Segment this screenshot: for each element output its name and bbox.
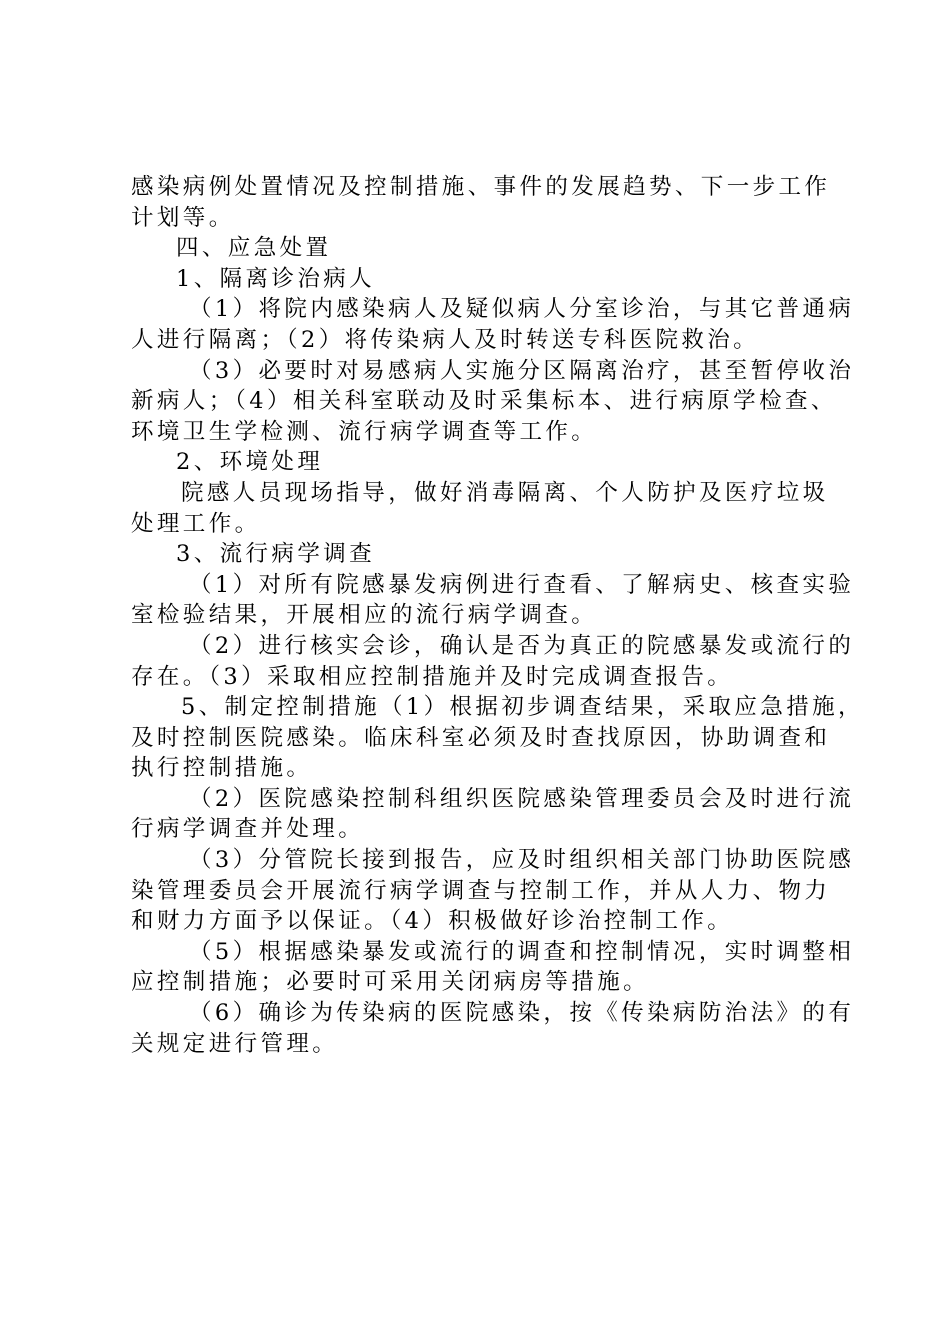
text-line: 存在。（3）采取相应控制措施并及时完成调查报告。 <box>131 663 734 690</box>
text-line: 新病人；（4）相关科室联动及时采集标本、进行病原学检查、 <box>131 388 837 415</box>
text-line: 室检验结果，开展相应的流行病学调查。 <box>131 602 598 629</box>
text-line: 人进行隔离；（2）将传染病人及时转送专科医院救治。 <box>131 326 760 353</box>
text-line: 院感人员现场指导，做好消毒隔离、个人防护及医疗垃圾 <box>181 479 829 506</box>
text-line: 计划等。 <box>131 204 235 231</box>
text-line: 染管理委员会开展流行病学调查与控制工作，并从人力、物力 <box>131 877 831 904</box>
text-line: （1）将院内感染病人及疑似病人分室诊治，与其它普通病 <box>189 296 855 323</box>
text-line: 和财力方面予以保证。（4）积极做好诊治控制工作。 <box>131 908 734 935</box>
text-line: （2）进行核实会诊，确认是否为真正的院感暴发或流行的 <box>189 632 855 659</box>
subsection-heading: 2、环境处理 <box>176 449 324 476</box>
text-line: 应控制措施；必要时可采用关闭病房等措施。 <box>131 969 650 996</box>
subsection-heading: 3、流行病学调查 <box>176 541 376 568</box>
text-line: （1）对所有院感暴发病例进行查看、了解病史、核查实验 <box>189 571 855 598</box>
text-line: 环境卫生学检测、流行病学调查等工作。 <box>131 418 598 445</box>
document-body <box>131 172 864 1059</box>
subsection-heading: 1、隔离诊治病人 <box>176 265 376 292</box>
text-line: （6）确诊为传染病的医院感染，按《传染病防治法》的有 <box>189 1000 855 1027</box>
section-heading: 四、应急处置 <box>176 235 332 262</box>
text-line: 执行控制措施。 <box>131 755 313 782</box>
text-line: 关规定进行管理。 <box>131 1030 339 1057</box>
subsection-heading: 5、制定控制措施（1）根据初步调查结果，采取应急措施， <box>181 694 864 721</box>
text-line: （3）必要时对易感病人实施分区隔离治疗，甚至暂停收治 <box>189 357 855 384</box>
text-line: （5）根据感染暴发或流行的调查和控制情况，实时调整相 <box>189 938 855 965</box>
text-line: 处理工作。 <box>131 510 261 537</box>
text-line: 感染病例处置情况及控制措施、事件的发展趋势、下一步工作 <box>131 174 831 200</box>
text-line: （3）分管院长接到报告，应及时组织相关部门协助医院感 <box>189 847 855 874</box>
text-line: （2）医院感染控制科组织医院感染管理委员会及时进行流 <box>189 785 855 812</box>
text-line: 行病学调查并处理。 <box>131 816 365 843</box>
text-line: 及时控制医院感染。临床科室必须及时查找原因，协助调查和 <box>131 724 831 751</box>
